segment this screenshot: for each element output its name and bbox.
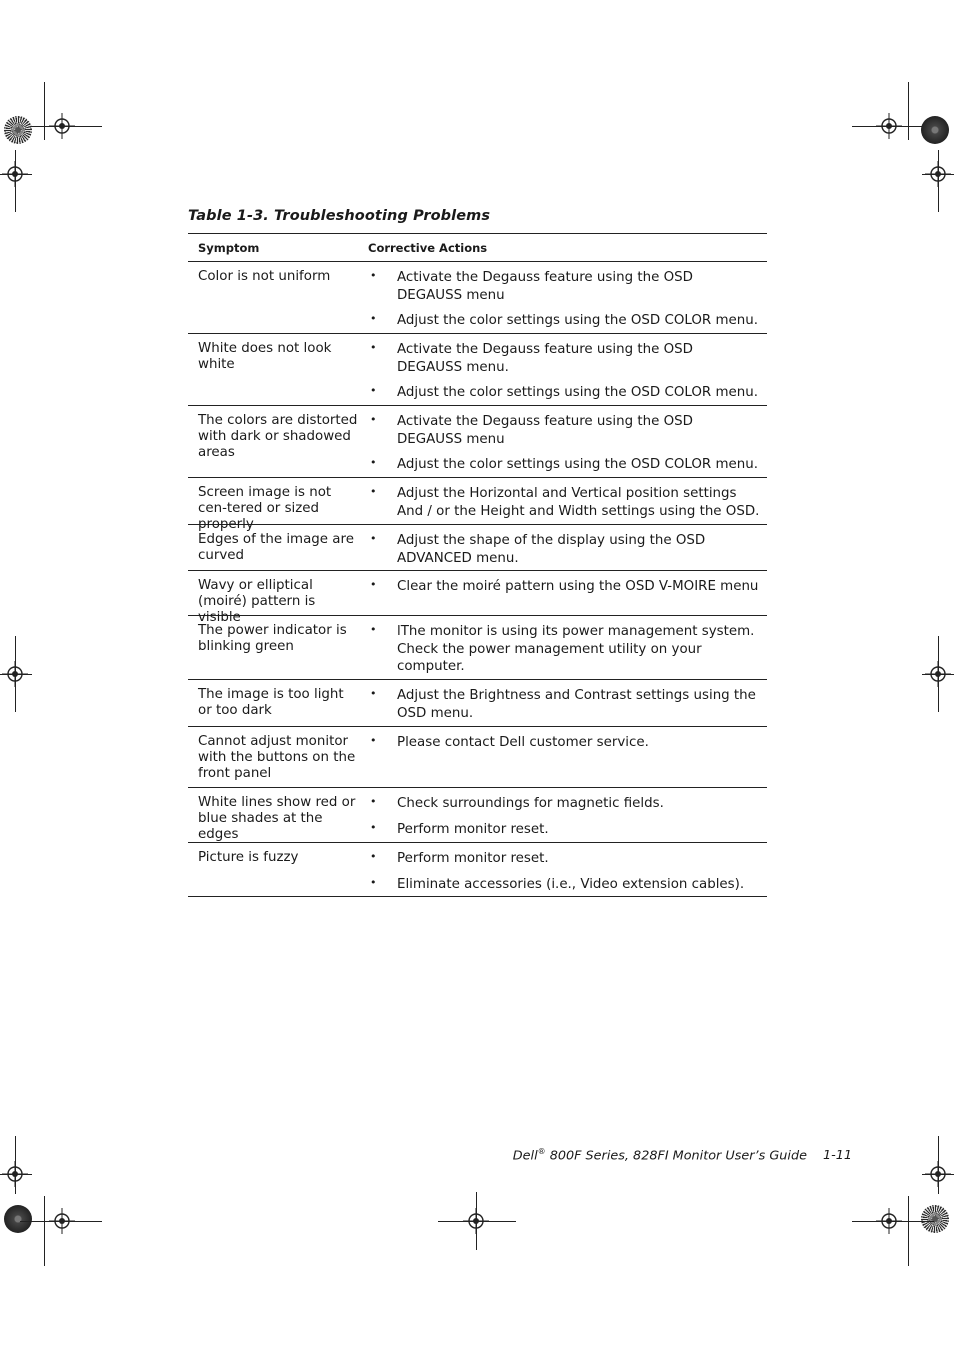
corrective-actions-cell [368, 406, 767, 477]
symptom-cell: White lines show red or blue shades at the edges [198, 795, 356, 842]
symptom-cell: The image is too light or too dark [198, 687, 344, 718]
registration-mark-icon [2, 161, 28, 187]
action-text: Adjust the Brightness and Contrast settings using the OSD menu. [397, 688, 756, 721]
bullet-icon: • [370, 795, 377, 808]
action-text: Adjust the color settings using the OSD COLOR menu. [397, 457, 758, 472]
registration-mark-icon [49, 113, 75, 139]
table-row [188, 262, 767, 334]
bullet-icon: • [370, 687, 377, 700]
symptom-cell: Picture is fuzzy [198, 850, 299, 865]
bullet-icon: • [370, 850, 377, 863]
corrective-actions-cell [368, 478, 767, 524]
corrective-actions-cell [368, 616, 767, 679]
bullet-icon: • [370, 341, 377, 354]
color-dial-icon [921, 1205, 949, 1233]
action-item [368, 384, 767, 402]
action-item [368, 341, 767, 376]
symptom-cell: The colors are distorted with dark or shadowed areas [198, 413, 358, 460]
registration-mark-icon [925, 161, 951, 187]
table-row [188, 334, 767, 406]
symptom-cell: Screen image is not cen-tered or sized properly [198, 485, 332, 532]
corrective-actions-cell [368, 262, 767, 333]
header-symptom: Symptom [198, 240, 260, 255]
action-item [368, 485, 767, 520]
footer-title: 800F Series, 828FI Monitor User’s Guide [545, 1148, 807, 1164]
action-item [368, 795, 767, 813]
color-dial-icon [4, 1205, 32, 1233]
registration-mark-icon [2, 1161, 28, 1187]
table-header [188, 234, 767, 262]
action-text: Perform monitor reset. [397, 821, 549, 837]
action-text: Activate the Degauss feature using the OSD DEGAUSS menu [397, 270, 693, 303]
action-item [368, 623, 767, 676]
bullet-icon: • [370, 734, 377, 747]
registration-mark-icon [925, 661, 951, 687]
action-text: Clear the moiré pattern using the OSD V-MOIRE menu [397, 579, 759, 594]
registration-mark-icon [49, 1208, 75, 1234]
action-text: Adjust the color settings using the OSD COLOR menu. [397, 313, 758, 328]
action-text: Adjust the shape of the display using the OSD ADVANCED menu. [397, 533, 706, 566]
action-text: Activate the Degauss feature using the OSD DEGAUSS menu. [397, 342, 693, 375]
table-body [188, 262, 767, 897]
bullet-icon: • [370, 875, 377, 889]
action-text: lThe monitor is using its power management system. Check the power management utility on your computer. [397, 624, 755, 674]
action-text: Eliminate accessories (i.e., Video extension cables). [397, 876, 745, 892]
action-text: Adjust the Horizontal and Vertical position settings And / or the Height and Width settings using the OSD. [397, 486, 760, 519]
corrective-actions-cell [368, 788, 767, 842]
bullet-icon: • [370, 384, 377, 397]
corrective-actions-cell [368, 843, 767, 896]
corrective-actions-cell [368, 525, 767, 570]
bullet-icon: • [370, 578, 377, 591]
table-row [188, 727, 767, 788]
registration-mark-icon [463, 1208, 489, 1234]
action-item [368, 876, 767, 894]
bullet-icon: • [370, 456, 377, 469]
table-row [188, 616, 767, 680]
action-item [368, 687, 767, 722]
action-item [368, 578, 767, 596]
registration-mark-icon [2, 661, 28, 687]
symptom-cell: Wavy or elliptical (moiré) pattern is visible [198, 578, 316, 625]
action-item [368, 821, 767, 839]
action-item [368, 456, 767, 474]
symptom-cell: White does not look white [198, 341, 332, 372]
table-row [188, 788, 767, 843]
action-item [368, 532, 767, 567]
table-row [188, 525, 767, 571]
header-corrective-actions: Corrective Actions [368, 240, 488, 255]
symptom-cell: The power indicator is blinking green [198, 623, 347, 654]
registered-mark: ® [537, 1147, 546, 1156]
bullet-icon: • [370, 532, 377, 545]
registration-mark-icon [876, 1208, 902, 1234]
corrective-actions-cell [368, 727, 767, 787]
corrective-actions-cell [368, 571, 767, 615]
action-item [368, 734, 767, 752]
action-item [368, 312, 767, 330]
page-number: 1-11 [822, 1148, 852, 1164]
symptom-cell: Color is not uniform [198, 269, 331, 284]
color-dial-icon [921, 116, 949, 144]
bullet-icon: • [370, 485, 377, 498]
symptom-cell: Edges of the image are curved [198, 532, 354, 563]
table-row [188, 680, 767, 727]
action-item [368, 850, 767, 868]
bullet-icon: • [370, 269, 377, 282]
action-text: Please contact Dell customer service. [397, 735, 649, 750]
action-item [368, 269, 767, 304]
table-row [188, 478, 767, 532]
troubleshooting-table [188, 233, 767, 897]
action-text: Perform monitor reset. [397, 851, 549, 866]
bullet-icon: • [370, 413, 377, 426]
corrective-actions-cell [368, 680, 767, 726]
table-row [188, 571, 767, 625]
action-text: Activate the Degauss feature using the OSD DEGAUSS menu [397, 414, 693, 447]
bullet-icon: • [370, 820, 377, 834]
bullet-icon: • [370, 312, 377, 325]
action-item [368, 413, 767, 448]
action-text: Check surroundings for magnetic fields. [397, 796, 664, 811]
footer-brand: Dell [512, 1148, 538, 1164]
table-row [188, 843, 767, 897]
registration-mark-icon [876, 113, 902, 139]
symptom-cell: Cannot adjust monitor with the buttons on the front panel [198, 734, 356, 781]
corrective-actions-cell [368, 334, 767, 405]
color-dial-icon [4, 116, 32, 144]
action-text: Adjust the color settings using the OSD COLOR menu. [397, 385, 758, 400]
table-caption: Table 1-3. Troubleshooting Problems [188, 208, 491, 224]
bullet-icon: • [370, 623, 377, 636]
page-footer [0, 1147, 852, 1163]
registration-mark-icon [925, 1161, 951, 1187]
table-row [188, 406, 767, 478]
